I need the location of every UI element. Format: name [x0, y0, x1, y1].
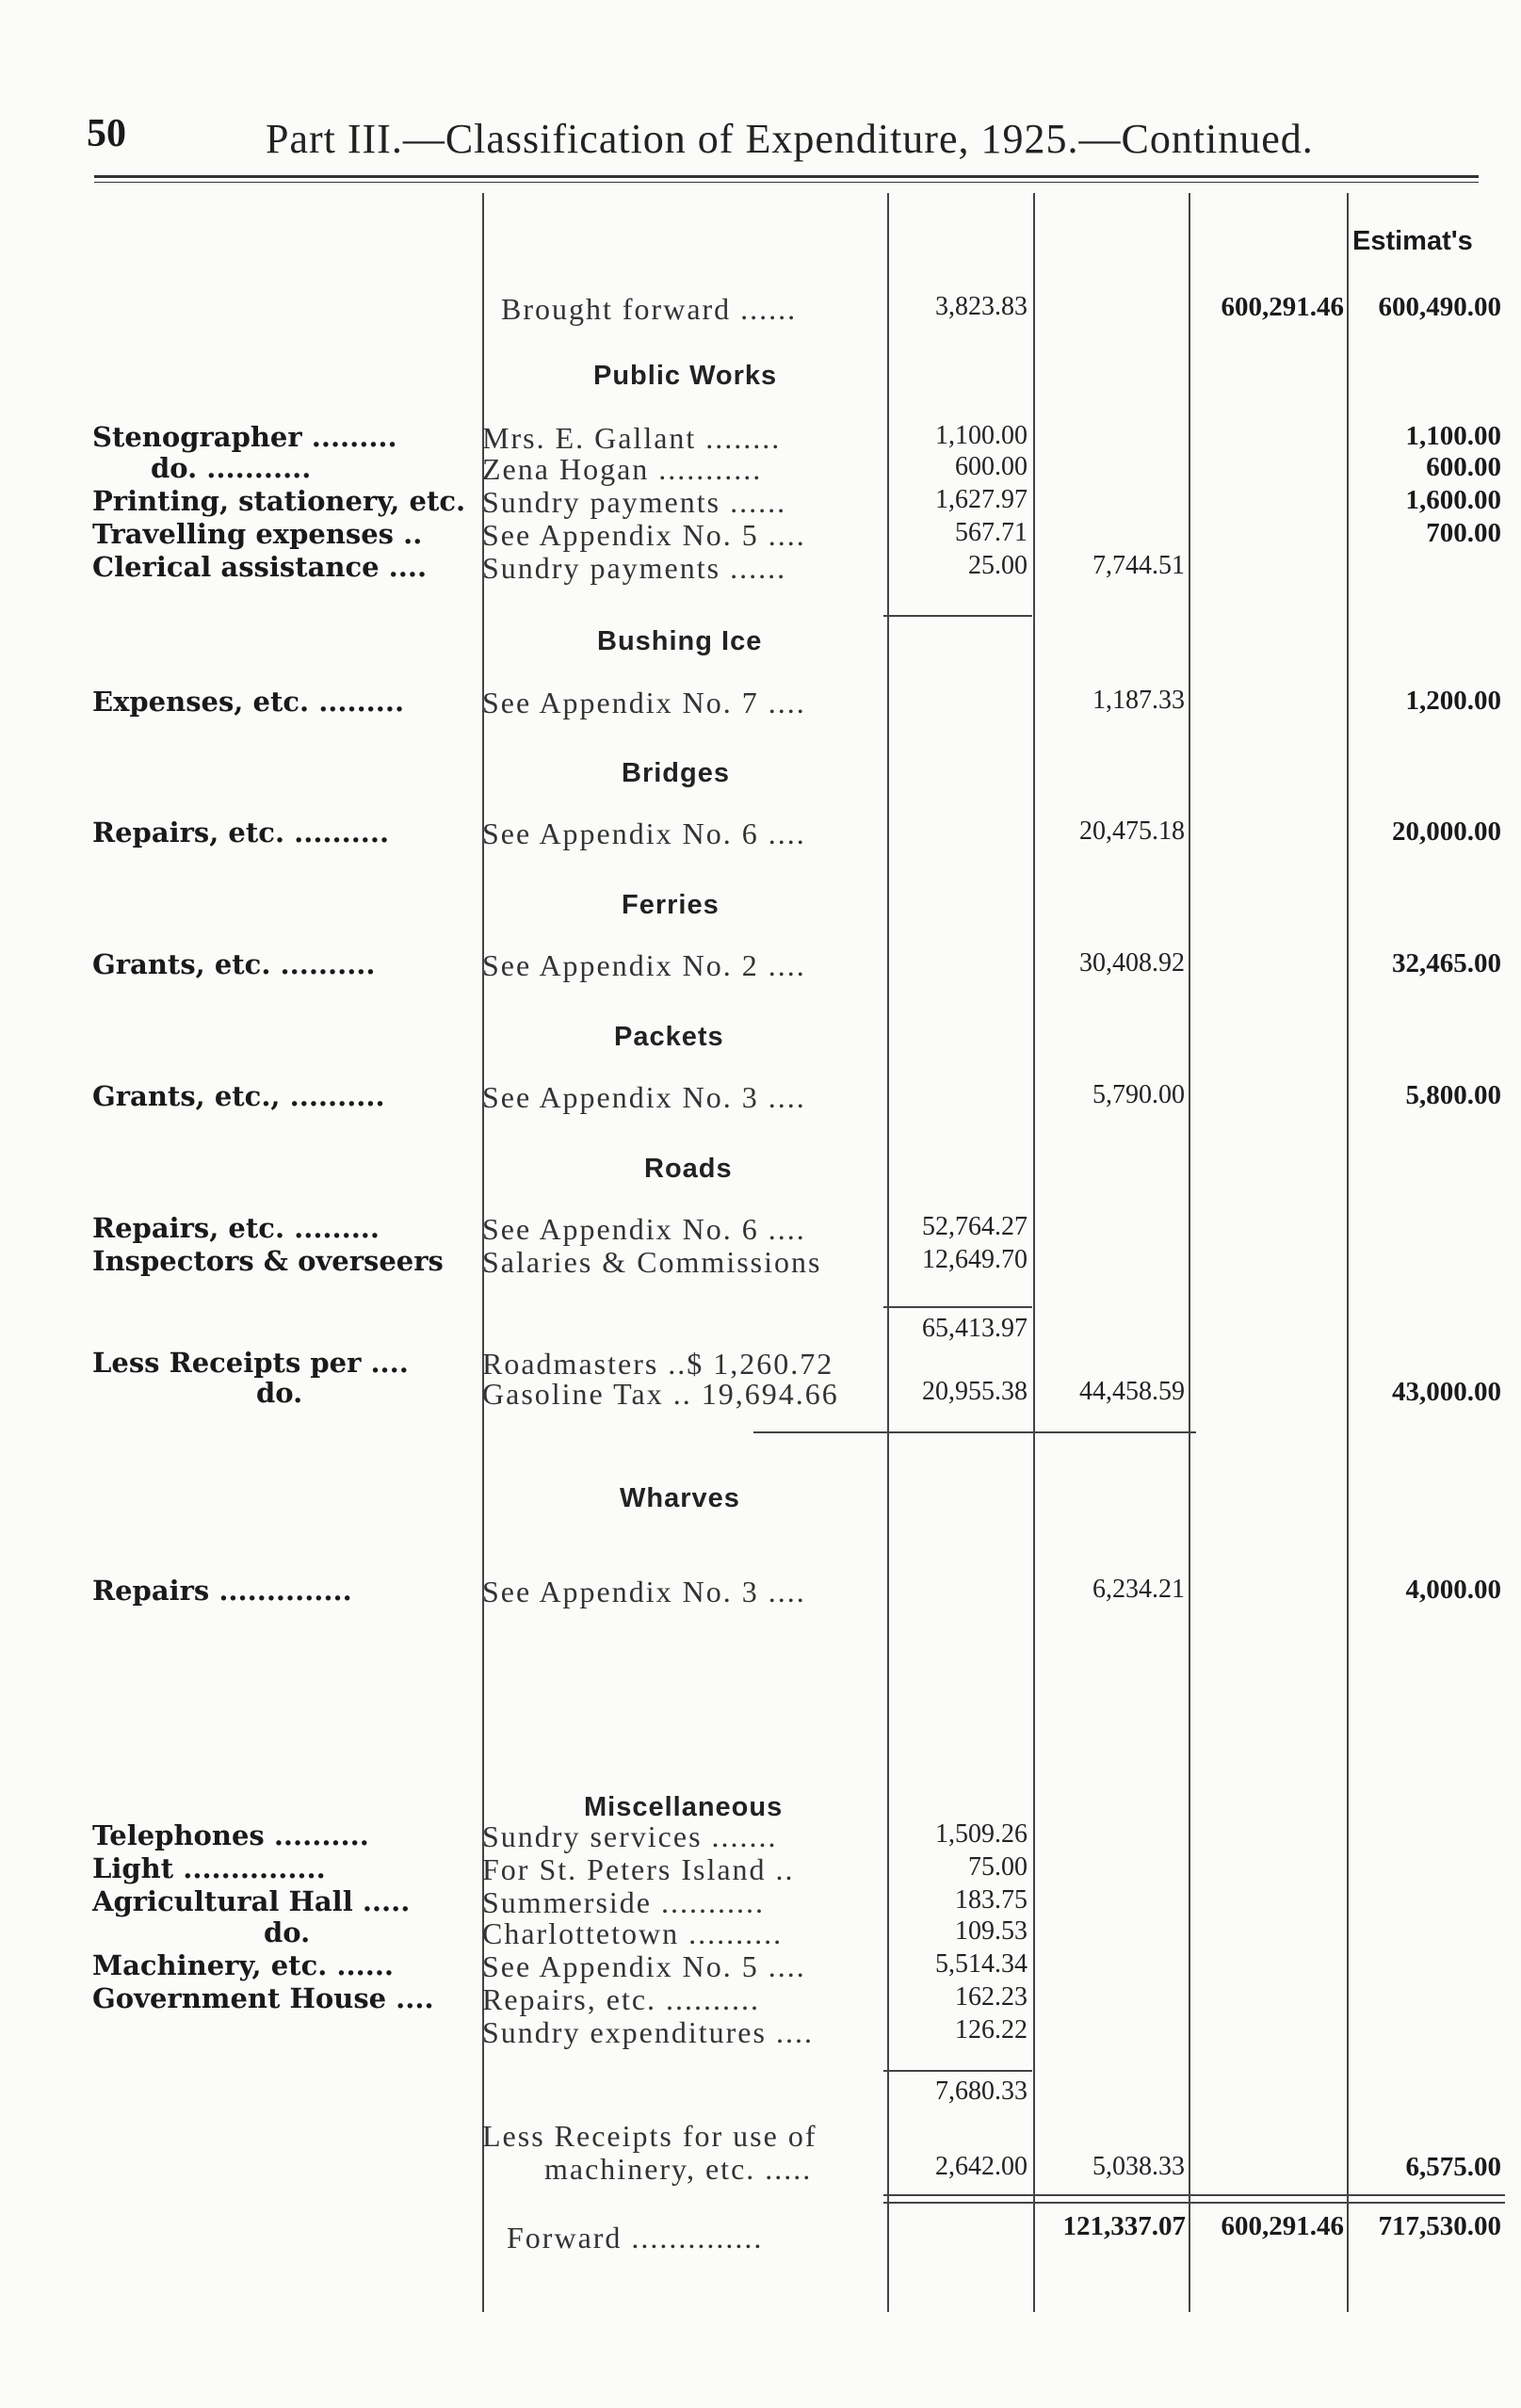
- total-rule-roads: [753, 1431, 1196, 1433]
- row-amount-detail: 52,764.27: [922, 1212, 1027, 1241]
- row-amount-detail: 1,100.00: [935, 421, 1027, 450]
- page-title: Part III.—Classification of Expenditure, 1925.—Continued.: [266, 116, 1314, 162]
- row-amount-estimate: 20,000.00: [1392, 816, 1501, 847]
- page-number: 50: [87, 112, 126, 155]
- row-amount-detail: 567.71: [955, 518, 1027, 547]
- row-amount-detail: 5,514.34: [935, 1949, 1027, 1979]
- row-label: Telephones ..........: [92, 1819, 369, 1851]
- row-amount-estimate: 1,100.00: [1405, 421, 1501, 451]
- row-description: Salaries & Commissions: [482, 1245, 822, 1279]
- row-label: Repairs, etc. ..........: [92, 816, 390, 848]
- header-rule-top: [94, 175, 1479, 178]
- row-description: See Appendix No. 6 ....: [482, 1212, 806, 1246]
- row-label: Light ...............: [92, 1852, 326, 1884]
- row-description: See Appendix No. 7 ....: [482, 686, 806, 719]
- row-label: Less Receipts per ....: [92, 1347, 409, 1379]
- section-bushing-ice: Bushing Ice: [597, 626, 763, 656]
- row-label: Repairs ..............: [92, 1575, 352, 1607]
- section-miscellaneous: Miscellaneous: [584, 1792, 784, 1822]
- row-amount-detail: 1,627.97: [935, 485, 1027, 514]
- row-description: Summerside ...........: [482, 1885, 765, 1919]
- row-amount-detail: 25.00: [968, 551, 1027, 580]
- forward-c2: 121,337.07: [1062, 2211, 1186, 2241]
- row-label: Travelling expenses ..: [92, 518, 423, 550]
- row-amount-estimate: 1,600.00: [1405, 485, 1501, 515]
- row-amount-estimate: 600.00: [1426, 452, 1501, 482]
- brought-forward-c1: 3,823.83: [935, 292, 1027, 321]
- row-description: Less Receipts for use of: [482, 2119, 817, 2153]
- row-amount-detail: 20,955.38: [922, 1377, 1027, 1406]
- row-label: Stenographer .........: [92, 421, 397, 453]
- row-description: See Appendix No. 6 ....: [482, 816, 806, 850]
- row-label: Repairs, etc. .........: [92, 1212, 380, 1244]
- row-amount-total: 7,744.51: [1092, 551, 1185, 580]
- column-rule-2: [887, 193, 889, 2312]
- row-label: do.: [264, 1916, 311, 1948]
- estimates-column-header: Estimat's: [1352, 226, 1473, 256]
- row-amount-detail: 1,509.26: [935, 1819, 1027, 1849]
- row-amount-detail: 126.22: [955, 2015, 1027, 2044]
- section-bridges: Bridges: [622, 758, 730, 788]
- row-description: See Appendix No. 5 ....: [482, 1949, 806, 1983]
- subtotal-rule-roads: [883, 1306, 1032, 1308]
- row-amount-estimate: 43,000.00: [1392, 1377, 1501, 1407]
- row-amount-estimate: 1,200.00: [1405, 686, 1501, 716]
- row-label: Agricultural Hall .....: [92, 1885, 411, 1917]
- brought-forward-label: Brought forward ......: [501, 292, 798, 326]
- row-description: Charlottetown ..........: [482, 1916, 784, 1950]
- section-wharves: Wharves: [620, 1483, 740, 1513]
- row-label: Printing, stationery, etc.: [92, 485, 466, 517]
- row-amount-detail: 183.75: [955, 1885, 1027, 1915]
- brought-forward-c4: 600,490.00: [1378, 292, 1501, 322]
- row-description: See Appendix No. 2 ....: [482, 948, 806, 982]
- row-description: Gasoline Tax .. 19,694.66: [482, 1377, 839, 1411]
- row-amount-estimate: 5,800.00: [1405, 1080, 1501, 1110]
- row-description: Mrs. E. Gallant ........: [482, 421, 782, 455]
- row-label: Clerical assistance ....: [92, 551, 428, 583]
- row-description: Sundry payments ......: [482, 551, 787, 585]
- row-amount-detail: 65,413.97: [922, 1314, 1027, 1343]
- subtotal-rule-misc: [883, 2070, 1032, 2072]
- section-public-works: Public Works: [593, 361, 778, 391]
- row-label: do. ...........: [151, 452, 312, 484]
- row-description: Repairs, etc. ..........: [482, 1982, 761, 2016]
- row-description: For St. Peters Island ..: [482, 1852, 795, 1886]
- total-rule-forward-1: [883, 2194, 1505, 2196]
- section-roads: Roads: [644, 1154, 733, 1184]
- row-amount-detail: 600.00: [955, 452, 1027, 481]
- row-amount-estimate: 6,575.00: [1405, 2152, 1501, 2182]
- row-description: Sundry expenditures ....: [482, 2015, 814, 2049]
- row-description: See Appendix No. 3 ....: [482, 1575, 806, 1608]
- row-label: Machinery, etc. ......: [92, 1949, 395, 1981]
- brought-forward-c3: 600,291.46: [1221, 292, 1344, 322]
- row-description: Zena Hogan ...........: [482, 452, 763, 486]
- row-amount-detail: 12,649.70: [922, 1245, 1027, 1274]
- row-description: Sundry payments ......: [482, 485, 787, 519]
- header-rule-bottom: [94, 182, 1479, 183]
- row-label: Government House ....: [92, 1982, 434, 2014]
- row-amount-total: 6,234.21: [1092, 1575, 1185, 1604]
- row-amount-detail: 75.00: [968, 1852, 1027, 1882]
- row-amount-estimate: 32,465.00: [1392, 948, 1501, 978]
- row-description: Roadmasters ..$ 1,260.72: [482, 1347, 834, 1381]
- row-description: Sundry services .......: [482, 1819, 778, 1853]
- forward-c4: 717,530.00: [1378, 2211, 1501, 2241]
- row-amount-detail: 2,642.00: [935, 2152, 1027, 2181]
- row-label: do.: [256, 1377, 303, 1409]
- row-label: Grants, etc., ..........: [92, 1080, 385, 1112]
- row-amount-detail: 162.23: [955, 1982, 1027, 2012]
- row-amount-total: 5,038.33: [1092, 2152, 1185, 2181]
- row-label: Inspectors & overseers: [92, 1245, 444, 1277]
- column-rule-3: [1033, 193, 1035, 2312]
- section-ferries: Ferries: [622, 890, 720, 920]
- row-amount-estimate: 4,000.00: [1405, 1575, 1501, 1605]
- row-description: See Appendix No. 5 ....: [482, 518, 806, 552]
- total-rule-forward-2: [883, 2202, 1505, 2204]
- row-amount-total: 5,790.00: [1092, 1080, 1185, 1109]
- subtotal-rule-public-works: [883, 615, 1032, 617]
- row-amount-total: 30,408.92: [1079, 948, 1185, 978]
- row-amount-total: 44,458.59: [1079, 1377, 1185, 1406]
- row-label: Grants, etc. ..........: [92, 948, 376, 980]
- row-label: Expenses, etc. .........: [92, 686, 405, 718]
- forward-label: Forward ..............: [507, 2221, 764, 2254]
- row-description: machinery, etc. .....: [544, 2152, 813, 2186]
- row-amount-detail: 7,680.33: [935, 2077, 1027, 2106]
- column-rule-4: [1189, 193, 1190, 2312]
- row-amount-total: 20,475.18: [1079, 816, 1185, 846]
- forward-c3: 600,291.46: [1221, 2211, 1344, 2241]
- row-amount-total: 1,187.33: [1092, 686, 1185, 715]
- row-amount-estimate: 700.00: [1426, 518, 1501, 548]
- section-packets: Packets: [614, 1022, 724, 1052]
- row-description: See Appendix No. 3 ....: [482, 1080, 806, 1114]
- row-amount-detail: 109.53: [955, 1916, 1027, 1946]
